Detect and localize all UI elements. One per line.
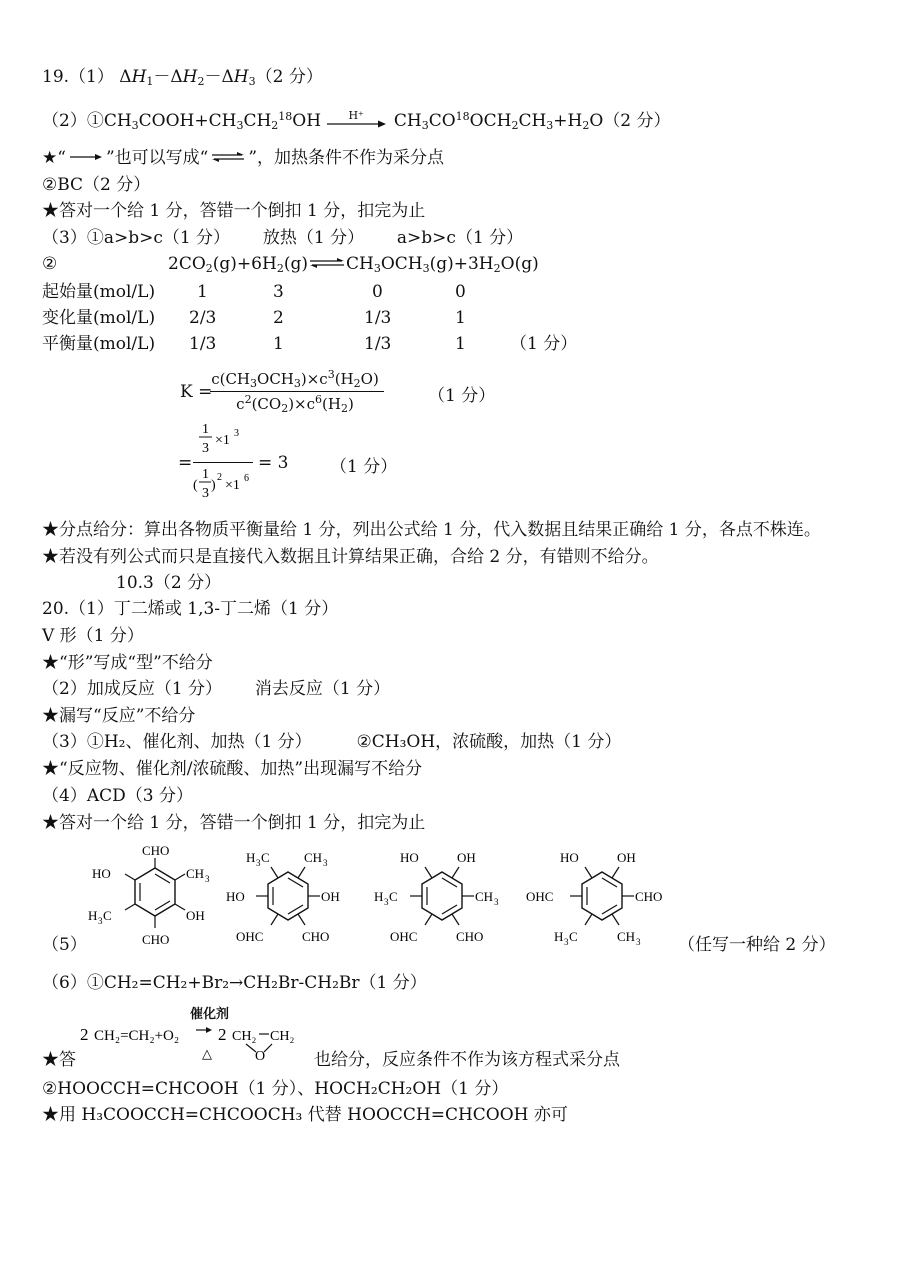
- row-label: 起始量(mol/L): [42, 282, 156, 302]
- svg-text:HO: HO: [560, 850, 579, 865]
- svg-text:C: C: [261, 850, 270, 865]
- svg-text:3: 3: [564, 937, 569, 947]
- q20-part2-a: （2）加成反应（1 分）: [42, 679, 223, 699]
- svg-text:OHC: OHC: [390, 929, 418, 944]
- q20-part1: 20.（1）丁二烯或 1,3-丁二烯（1 分）: [42, 599, 339, 619]
- calc-result: = 3: [258, 453, 289, 473]
- cell: 3: [273, 282, 284, 302]
- calc-numerator-svg: [192, 420, 252, 456]
- cell: 1: [455, 334, 466, 354]
- calc-equals: =: [178, 453, 193, 473]
- q19-equilibrium-equation: $2CO_2(g)+6H_2(g)$ $CH_3OCH_3(g)+3H_2O(g)$: [168, 254, 539, 275]
- svg-text:2: 2: [217, 472, 222, 483]
- svg-text:3: 3: [202, 441, 209, 456]
- arrow-svg: [326, 111, 388, 133]
- svg-text:H: H: [246, 850, 256, 865]
- row-label: 变化量(mol/L): [42, 308, 156, 328]
- svg-text:H: H: [88, 908, 98, 923]
- svg-text:HO: HO: [400, 850, 419, 865]
- q20-part5-label: （5）: [42, 935, 87, 955]
- svg-text:3: 3: [202, 486, 209, 501]
- calc-numerator: [192, 420, 252, 460]
- calc-score: （1 分）: [330, 457, 398, 477]
- svg-text:3: 3: [205, 874, 210, 884]
- q19-part1-score: （2 分）: [255, 67, 323, 87]
- svg-text:CH: CH: [304, 850, 323, 865]
- svg-text:O: O: [255, 1049, 266, 1064]
- cell: 1: [455, 308, 466, 328]
- k-denominator: $c^2(CO_2)\times c^6(H_2)$: [236, 393, 354, 415]
- q20-part2-b: 消去反应（1 分）: [254, 679, 391, 699]
- svg-text:2: 2: [218, 1025, 227, 1044]
- q20-part3-a: （3）①H₂、催化剂、加热（1 分）: [42, 732, 312, 752]
- svg-text:3: 3: [256, 858, 261, 868]
- q19-line-1: [42, 66, 323, 88]
- svg-text:C: C: [389, 889, 398, 904]
- q19-part3-c: a>b>c（1 分）: [396, 228, 524, 248]
- q20-part6-b: ②HOOCCH=CHCOOH（1 分）、HOCH₂CH₂OH（1 分）: [42, 1079, 509, 1099]
- cell: 1: [197, 282, 208, 302]
- svg-text:CH₂=CH₂+O₂: CH₂=CH₂+O₂: [94, 1028, 180, 1044]
- svg-text:2: 2: [80, 1025, 89, 1044]
- svg-text:OH: OH: [457, 850, 476, 865]
- cell: 1/3: [189, 334, 217, 354]
- svg-text:1: 1: [202, 467, 209, 482]
- structure-1: [88, 840, 228, 955]
- svg-text:3: 3: [384, 897, 389, 907]
- svg-text:CH: CH: [186, 866, 205, 881]
- q19-star-note-1: [42, 147, 444, 170]
- q19-ans-10-3: 10.3（2 分）: [116, 573, 222, 593]
- star-note-text: ”也可以写成“: [105, 148, 209, 168]
- q20-part3-b: ②CH₃OH，浓硫酸，加热（1 分）: [356, 732, 622, 752]
- svg-text:): ): [211, 478, 216, 493]
- reaction-arrow-icon: [326, 108, 388, 133]
- svg-text:CHO: CHO: [635, 889, 663, 904]
- q19-circle2: ②: [42, 254, 58, 274]
- star-note-text: ★“: [42, 148, 66, 168]
- svg-text:OH: OH: [321, 889, 340, 904]
- arrow-icon: [66, 148, 106, 170]
- equilibrium-arrow-icon: [208, 148, 248, 170]
- q20-star-note-5b: 也给分，反应条件不作为该方程式采分点: [314, 1050, 620, 1070]
- q20-star-note-1: ★“形”写成“型”不给分: [42, 653, 213, 673]
- q20-star-note-3: ★“反应物、催化剂/浓硫酸、加热”出现漏写不给分: [42, 759, 423, 779]
- svg-text:CH₂: CH₂: [270, 1029, 295, 1044]
- q20-part5-score: （任写一种给 2 分）: [678, 935, 836, 955]
- cell: 2: [273, 308, 284, 328]
- q19-part1-formula: $\Delta H_1-\Delta H_2-\Delta H_3$: [119, 67, 256, 88]
- svg-text:×1: ×1: [215, 433, 230, 448]
- q20-part4: （4）ACD（3 分）: [42, 786, 193, 806]
- q20-part2: [42, 678, 390, 700]
- acid-catalyst-label: H⁺: [348, 108, 364, 122]
- q19-bc: ②BC（2 分）: [42, 175, 151, 195]
- q19-star-note-4: ★若没有列公式而只是直接代入数据且计算结果正确，合给 2 分，有错则不给分。: [42, 547, 659, 567]
- cell: 0: [455, 282, 466, 302]
- k-label: K =: [180, 382, 213, 402]
- svg-text:HO: HO: [226, 889, 245, 904]
- q19-part3-a: （3）①a>b>c（1 分）: [42, 228, 231, 248]
- structure-3: [370, 840, 520, 955]
- q19-number: 19.: [42, 67, 70, 87]
- q19-part2-score: （2 分）: [603, 111, 671, 131]
- row-label: 平衡量(mol/L): [42, 334, 156, 354]
- svg-text:CH: CH: [475, 889, 494, 904]
- svg-text:3: 3: [636, 937, 641, 947]
- svg-text:HO: HO: [92, 866, 111, 881]
- q20-star-note-2: ★漏写“反应”不给分: [42, 706, 196, 726]
- calc-denominator-svg: [192, 465, 262, 503]
- calc-fraction-line: [193, 462, 253, 463]
- row-score: （1 分）: [510, 334, 578, 354]
- svg-text:(: (: [193, 478, 198, 493]
- q19-part1-label: （1）: [69, 67, 114, 87]
- svg-text:CHO: CHO: [142, 843, 170, 858]
- k-fraction-line: [210, 391, 384, 392]
- q20-star-note-6: ★用 H₃COOCCH=CHCOOCH₃ 代替 HOOCCH=CHCOOH 亦可: [42, 1105, 568, 1125]
- svg-text:1: 1: [202, 422, 209, 437]
- k-score: （1 分）: [428, 386, 496, 406]
- svg-text:OHC: OHC: [526, 889, 554, 904]
- q20-star-note-5a: ★答: [42, 1050, 76, 1070]
- svg-text:C: C: [103, 908, 112, 923]
- q19-part2-label: （2）①CH: [42, 111, 132, 131]
- cell: 2/3: [189, 308, 217, 328]
- k-numerator: $c(CH_3OCH_3)\times c^3(H_2O)$: [211, 368, 379, 390]
- svg-text:CHO: CHO: [456, 929, 484, 944]
- q20-vshape: V 形（1 分）: [42, 626, 144, 646]
- q19-part3-row: [42, 227, 523, 249]
- svg-text:△: △: [202, 1046, 212, 1061]
- equilibrium-arrow-icon: [308, 254, 346, 276]
- q19-part3-b: 放热（1 分）: [262, 228, 365, 248]
- q20-star-note-4: ★答对一个给 1 分，答错一个倒扣 1 分，扣完为止: [42, 813, 426, 833]
- svg-text:CHO: CHO: [302, 929, 330, 944]
- svg-text:3: 3: [234, 428, 239, 439]
- svg-text:OHC: OHC: [236, 929, 264, 944]
- cell: 0: [372, 282, 383, 302]
- svg-text:CH₂: CH₂: [232, 1029, 257, 1044]
- calc-denominator: [192, 465, 262, 507]
- cell: 1: [273, 334, 284, 354]
- q20-part6-a: （6）①CH₂=CH₂+Br₂→CH₂Br-CH₂Br（1 分）: [42, 973, 427, 993]
- ethylene-oxide-equation: [78, 1020, 318, 1066]
- svg-text:CHO: CHO: [142, 932, 170, 947]
- q19-star-note-2: ★答对一个给 1 分，答错一个倒扣 1 分，扣完为止: [42, 201, 426, 221]
- q20-part3: [42, 731, 621, 753]
- q19-part2-equation: $(2)①CH_3COOH+CH_3CH_2^{18}OH$ H⁺ $CH_3CO^{18}OCH_2CH_3+H_2O(2$ 分）: [42, 110, 671, 133]
- svg-text:6: 6: [244, 473, 249, 484]
- structure-2: [224, 840, 364, 955]
- svg-text:3: 3: [98, 916, 103, 926]
- svg-text:OH: OH: [617, 850, 636, 865]
- svg-text:OH: OH: [186, 908, 205, 923]
- svg-text:×1: ×1: [225, 478, 240, 493]
- svg-text:3: 3: [494, 897, 499, 907]
- catalyst-label: 催化剂: [190, 1007, 230, 1022]
- q19-star-note-3: ★分点给分：算出各物质平衡量给 1 分，列出公式给 1 分，代入数据且结果正确给 1 分，各点不株连。: [42, 520, 821, 540]
- cell: 1/3: [364, 334, 392, 354]
- svg-text:H: H: [554, 929, 564, 944]
- svg-text:C: C: [569, 929, 578, 944]
- svg-text:3: 3: [323, 858, 328, 868]
- structure-4: [522, 840, 682, 955]
- cell: 1/3: [364, 308, 392, 328]
- svg-text:H: H: [374, 889, 384, 904]
- star-note-text: ”，加热条件不作为采分点: [248, 148, 445, 168]
- svg-text:CH: CH: [617, 929, 636, 944]
